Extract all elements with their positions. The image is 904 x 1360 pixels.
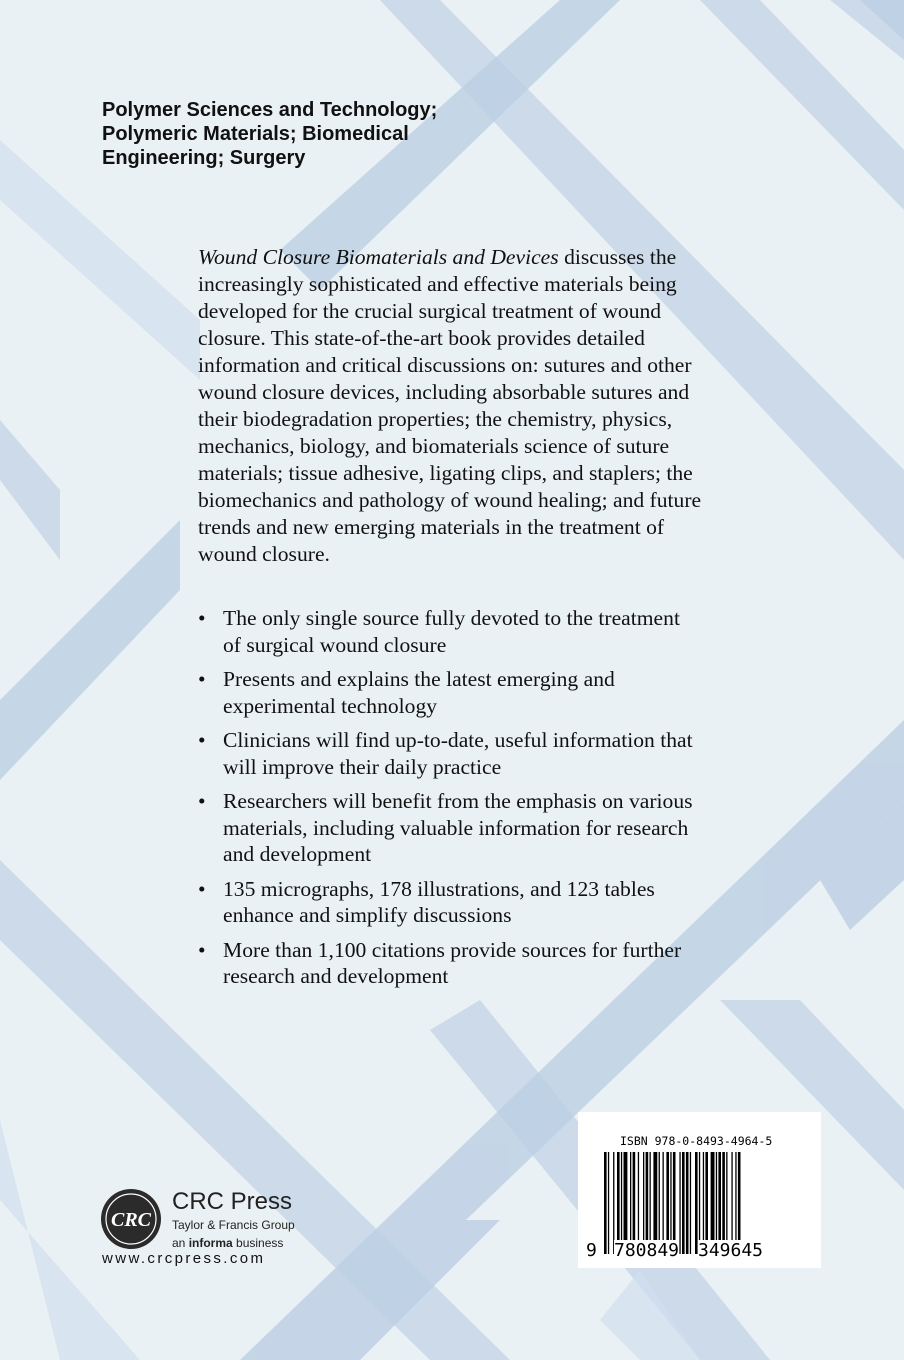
description-line: biomechanics and pathology of wound healing; and future: [198, 488, 702, 512]
feature-item: [198, 727, 818, 780]
bullet-icon: •: [198, 606, 206, 630]
feature-list: [198, 605, 818, 998]
feature-text: materials, including valuable information for research: [223, 815, 689, 840]
bullet-icon: •: [198, 789, 206, 813]
feature-item: [198, 605, 818, 658]
barcode-digits-right: 349645: [698, 1240, 764, 1261]
tagline-suffix: business: [232, 1236, 284, 1250]
barcode-digits: [578, 1112, 821, 1268]
subject-line: Polymer Sciences and Technology;: [102, 99, 438, 121]
logo-mark-text: CRC: [110, 1209, 152, 1231]
barcode-digits-left: 780849: [614, 1240, 680, 1261]
feature-item: [198, 937, 818, 990]
description-first-line: [198, 244, 798, 271]
publisher-tagline: [172, 1236, 283, 1250]
description-line: their biodegradation properties; the chemistry, physics,: [198, 407, 673, 431]
barcode-digit-first: 9: [586, 1240, 597, 1261]
isbn-barcode: [578, 1112, 821, 1268]
publisher-group: Taylor & Francis Group: [172, 1218, 295, 1232]
book-description: [198, 244, 798, 568]
description-line: closure. This state-of-the-art book provides detailed: [198, 326, 645, 350]
isbn-label: ISBN 978-0-8493-4964-5: [620, 1134, 773, 1148]
feature-text: and development: [223, 842, 372, 866]
tagline-brand: informa: [188, 1236, 233, 1250]
description-line: wound closure devices, including absorbable sutures and: [198, 380, 690, 404]
subject-line: Polymeric Materials; Biomedical: [102, 123, 409, 145]
description-line: developed for the crucial surgical treatment of wound: [198, 299, 662, 323]
tagline-prefix: an: [172, 1236, 189, 1250]
bullet-icon: •: [198, 667, 206, 691]
feature-text: Researchers will benefit from the emphasis on various: [223, 789, 693, 813]
feature-text: will improve their daily practice: [223, 754, 502, 779]
feature-text: of surgical wound closure: [223, 632, 447, 657]
description-line: wound closure.: [198, 542, 330, 566]
subject-categories: [102, 98, 522, 170]
feature-text: research and development: [223, 964, 449, 988]
feature-text: Presents and explains the latest emerging and: [223, 667, 615, 691]
description-line: materials; tissue adhesive, ligating clips, and staplers; the: [198, 461, 693, 485]
subject-line: Engineering; Surgery: [102, 147, 306, 169]
description-line: mechanics, biology, and biomaterials science of suture: [198, 434, 670, 458]
feature-text: 135 micrographs, 178 illustrations, and 123 tables: [223, 876, 655, 901]
feature-item: [198, 876, 818, 929]
bullet-icon: •: [198, 728, 206, 752]
description-line: increasingly sophisticated and effective materials being: [198, 272, 677, 296]
publisher-logo: [100, 1186, 360, 1276]
book-title: Wound Closure Biomaterials and Devices: [198, 245, 559, 269]
publisher-name: CRC Press: [172, 1188, 293, 1215]
description-line: information and critical discussions on: sutures and other: [198, 353, 692, 377]
crc-logo-icon: [100, 1188, 162, 1250]
feature-item: [198, 666, 818, 719]
feature-text: The only single source fully devoted to the treatment: [223, 606, 680, 630]
description-line: trends and new emerging materials in the treatment of: [198, 515, 665, 539]
feature-text: enhance and simplify discussions: [223, 903, 512, 927]
feature-text: experimental technology: [223, 693, 438, 718]
bullet-icon: •: [198, 876, 206, 901]
bullet-icon: •: [198, 937, 206, 962]
feature-text: Clinicians will find up-to-date, useful information that: [223, 728, 693, 752]
description-text: discusses the: [558, 245, 677, 269]
feature-item: [198, 788, 818, 868]
publisher-url: www.crcpress.com: [102, 1250, 266, 1267]
feature-text: More than 1,100 citations provide sources for further: [223, 937, 682, 962]
